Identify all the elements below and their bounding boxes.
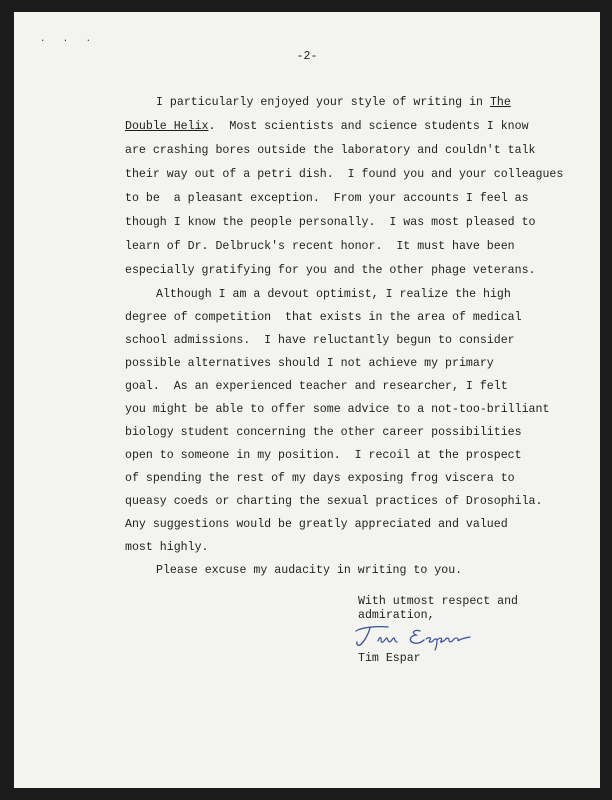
paragraph-2-line-8: open to someone in my position. I recoil at the prospect [125,449,522,462]
page-number: -2- [296,50,318,63]
closing-line-2: admiration, [358,609,435,622]
letter-page [14,12,600,788]
closing-line-1: With utmost respect and [358,595,519,608]
paragraph-2-line-5: goal. As an experienced teacher and researcher, I felt [125,380,508,393]
paragraph-1-line-5: to be a pleasant exception. From your accounts I feel as [125,192,529,205]
paragraph-2-line-9: of spending the rest of my days exposing frog viscera to [125,472,515,485]
paragraph-1-line-4: their way out of a petri dish. I found you and your colleagues [125,168,564,181]
paragraph-2-line-7: biology student concerning the other career possibilities [125,426,522,439]
paragraph-1-line-3: are crashing bores outside the laboratory and couldn't talk [125,144,536,157]
paragraph-1-line-6: though I know the people personally. I was most pleased to [125,216,536,229]
paragraph-1-line-1-text: I particularly enjoyed your style of writing in [156,96,490,109]
paragraph-3: Please excuse my audacity in writing to you. [156,564,463,577]
book-title-part-2: Double Helix [125,120,209,133]
book-title-part-1: The [489,96,511,109]
paragraph-2-line-2: degree of competition that exists in the area of medical [125,311,522,324]
paragraph-2-line-1: Although I am a devout optimist, I realize the high [156,288,511,301]
paragraph-1-line-7: learn of Dr. Delbruck's recent honor. It must have been [125,240,515,253]
corner-marks: . . . [40,34,98,44]
paragraph-1-line-2-text: . Most scientists and science students I know [208,120,529,133]
typed-name: Tim Espar [358,652,421,665]
paragraph-2-line-11: Any suggestions would be greatly appreciated and valued [125,518,508,531]
paragraph-2-line-12: most highly. [125,541,209,554]
paragraph-2-line-4: possible alternatives should I not achieve my primary [125,357,494,370]
handwritten-signature [348,617,478,651]
paragraph-2-line-6: you might be able to offer some advice to a not-too-brilliant [125,403,550,416]
paragraph-1-line-2 [125,120,529,134]
paragraph-2-line-3: school admissions. I have reluctantly begun to consider [125,334,515,347]
paragraph-1-line-8: especially gratifying for you and the other phage veterans. [125,264,536,277]
paragraph-1-line-1 [156,96,511,110]
paragraph-2-line-10: queasy coeds or charting the sexual practices of Drosophila. [125,495,543,508]
